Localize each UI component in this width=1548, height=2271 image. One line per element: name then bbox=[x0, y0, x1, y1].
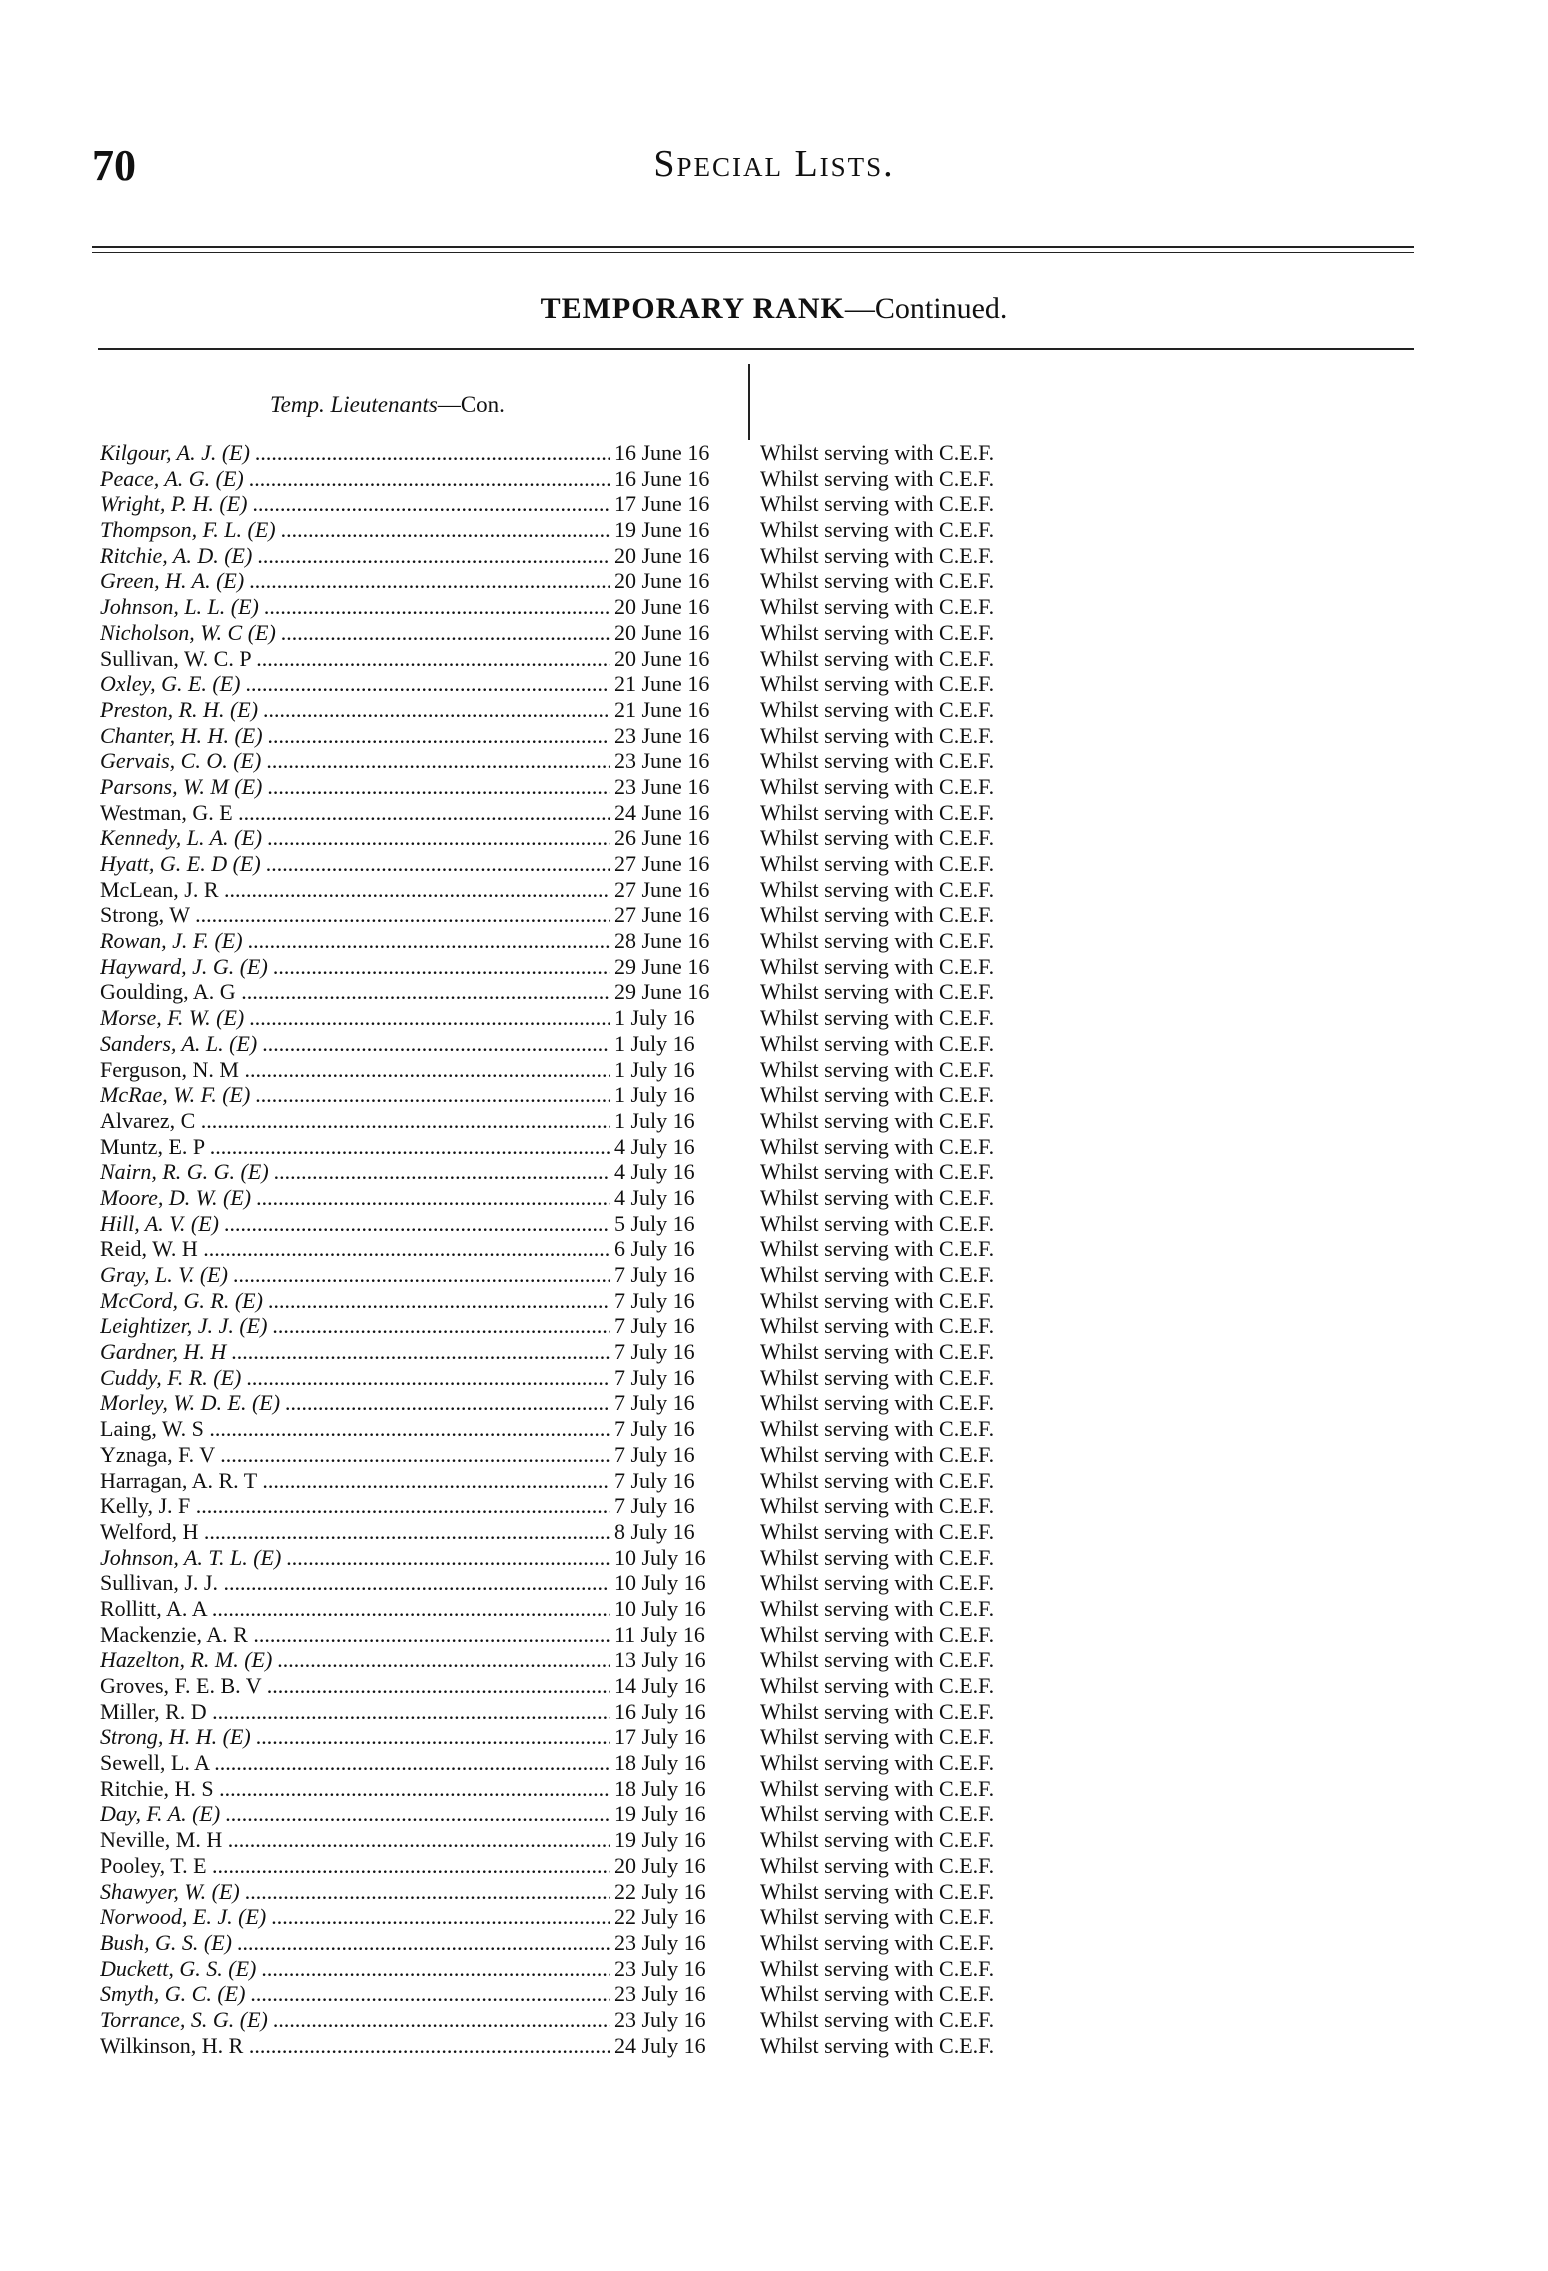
officer-name: Alvarez, C ..... bbox=[100, 1108, 620, 1134]
list-item bbox=[0, 543, 1548, 569]
list-item bbox=[0, 748, 1548, 774]
remark: Whilst serving with C.E.F. bbox=[760, 1133, 995, 1159]
remark: Whilst serving with C.E.F. bbox=[760, 1082, 995, 1108]
rank-date: 27 June 16 bbox=[610, 902, 752, 928]
rank-date: 29 June 16 bbox=[610, 954, 752, 980]
officer-name: Miller, R. D ..... bbox=[100, 1699, 620, 1725]
officer-name: Strong, H. H. (E) ..... bbox=[100, 1724, 620, 1750]
list-item bbox=[0, 1930, 1548, 1956]
rank-date: 1 July 16 bbox=[610, 1108, 752, 1134]
list-item bbox=[0, 1057, 1548, 1083]
rank-date: 4 July 16 bbox=[610, 1159, 752, 1185]
remark: Whilst serving with C.E.F. bbox=[760, 440, 995, 465]
remark: Whilst serving with C.E.F. bbox=[760, 1827, 995, 1853]
remark: Whilst serving with C.E.F. bbox=[760, 1210, 995, 1236]
list-item bbox=[0, 1288, 1548, 1314]
rank-date: 4 July 16 bbox=[610, 1185, 752, 1211]
list-item bbox=[0, 800, 1548, 826]
officer-name: Norwood, E. J. (E) ..... bbox=[100, 1904, 620, 1930]
rank-date: 29 June 16 bbox=[610, 979, 752, 1005]
rank-date: 10 July 16 bbox=[610, 1545, 752, 1571]
rank-date: 26 June 16 bbox=[610, 825, 752, 851]
rank-date: 7 July 16 bbox=[610, 1416, 752, 1442]
list-item bbox=[0, 568, 1548, 594]
rank-date: 4 July 16 bbox=[610, 1134, 752, 1160]
rank-date: 7 July 16 bbox=[610, 1365, 752, 1391]
rank-date: 19 July 16 bbox=[610, 1801, 752, 1827]
officer-name: Laing, W. S ..... bbox=[100, 1416, 620, 1442]
rank-date: 23 June 16 bbox=[610, 774, 752, 800]
section-heading-bold: TEMPORARY RANK bbox=[540, 292, 845, 325]
officer-name: Ritchie, A. D. (E) ..... bbox=[100, 543, 620, 569]
list-item bbox=[0, 646, 1548, 672]
list-item bbox=[0, 491, 1548, 517]
officer-name: Nicholson, W. C (E) ..... bbox=[100, 620, 620, 646]
officer-name: Mackenzie, A. R ..... bbox=[100, 1622, 620, 1648]
officer-name: Harragan, A. R. T ..... bbox=[100, 1468, 620, 1494]
rank-date: 7 July 16 bbox=[610, 1442, 752, 1468]
rank-date: 20 June 16 bbox=[610, 620, 752, 646]
officer-name: Torrance, S. G. (E) ..... bbox=[100, 2007, 620, 2033]
rank-date: 19 June 16 bbox=[610, 517, 752, 543]
rank-date: 27 June 16 bbox=[610, 851, 752, 877]
officer-name: Shawyer, W. (E) ..... bbox=[100, 1879, 620, 1905]
remark: Whilst serving with C.E.F. bbox=[760, 1184, 995, 1210]
officer-name: Ritchie, H. S ..... bbox=[100, 1776, 620, 1802]
rank-date: 23 July 16 bbox=[610, 2007, 752, 2033]
officer-list bbox=[0, 440, 1548, 2058]
list-item bbox=[0, 2033, 1548, 2059]
remark: Whilst serving with C.E.F. bbox=[760, 1287, 995, 1313]
list-item bbox=[0, 620, 1548, 646]
remark: Whilst serving with C.E.F. bbox=[760, 1390, 995, 1416]
rank-date: 1 July 16 bbox=[610, 1057, 752, 1083]
officer-name: Preston, R. H. (E) ..... bbox=[100, 697, 620, 723]
rank-date: 7 July 16 bbox=[610, 1468, 752, 1494]
remark: Whilst serving with C.E.F. bbox=[760, 696, 995, 722]
remark: Whilst serving with C.E.F. bbox=[760, 1904, 995, 1930]
officer-name: Pooley, T. E ..... bbox=[100, 1853, 620, 1879]
remark: Whilst serving with C.E.F. bbox=[760, 594, 995, 620]
list-item bbox=[0, 440, 1548, 466]
rank-date: 17 June 16 bbox=[610, 491, 752, 517]
remark: Whilst serving with C.E.F. bbox=[760, 1775, 995, 1801]
officer-name: Sanders, A. L. (E) ..... bbox=[100, 1031, 620, 1057]
list-item bbox=[0, 1365, 1548, 1391]
officer-name: Chanter, H. H. (E) ..... bbox=[100, 723, 620, 749]
rank-date: 7 July 16 bbox=[610, 1493, 752, 1519]
officer-name: McRae, W. F. (E) ..... bbox=[100, 1082, 620, 1108]
list-item bbox=[0, 2007, 1548, 2033]
officer-name: Reid, W. H ..... bbox=[100, 1236, 620, 1262]
officer-name: Duckett, G. S. (E) ..... bbox=[100, 1956, 620, 1982]
list-item bbox=[0, 1879, 1548, 1905]
rank-date: 10 July 16 bbox=[610, 1570, 752, 1596]
list-item bbox=[0, 1134, 1548, 1160]
officer-name: Thompson, F. L. (E) ..... bbox=[100, 517, 620, 543]
remark: Whilst serving with C.E.F. bbox=[760, 979, 995, 1005]
list-item bbox=[0, 671, 1548, 697]
rank-date: 18 July 16 bbox=[610, 1776, 752, 1802]
remark: Whilst serving with C.E.F. bbox=[760, 1647, 995, 1673]
rank-date: 20 June 16 bbox=[610, 594, 752, 620]
list-item bbox=[0, 1390, 1548, 1416]
officer-name: Bush, G. S. (E) ..... bbox=[100, 1930, 620, 1956]
rank-date: 23 June 16 bbox=[610, 748, 752, 774]
remark: Whilst serving with C.E.F. bbox=[760, 465, 995, 491]
officer-name: McCord, G. R. (E) ..... bbox=[100, 1288, 620, 1314]
remark: Whilst serving with C.E.F. bbox=[760, 1339, 995, 1365]
officer-name: Moore, D. W. (E) ..... bbox=[100, 1185, 620, 1211]
list-item bbox=[0, 1159, 1548, 1185]
rank-date: 19 July 16 bbox=[610, 1827, 752, 1853]
remark: Whilst serving with C.E.F. bbox=[760, 928, 995, 954]
list-item bbox=[0, 851, 1548, 877]
remark: Whilst serving with C.E.F. bbox=[760, 1878, 995, 1904]
list-item bbox=[0, 1956, 1548, 1982]
remark: Whilst serving with C.E.F. bbox=[760, 1236, 995, 1262]
officer-name: Smyth, G. C. (E) ..... bbox=[100, 1981, 620, 2007]
rank-date: 11 July 16 bbox=[610, 1622, 752, 1648]
subheading bbox=[270, 392, 505, 418]
rank-date: 8 July 16 bbox=[610, 1519, 752, 1545]
officer-name: Hayward, J. G. (E) ..... bbox=[100, 954, 620, 980]
list-item bbox=[0, 723, 1548, 749]
list-item bbox=[0, 1622, 1548, 1648]
officer-name: Yznaga, F. V ..... bbox=[100, 1442, 620, 1468]
remark: Whilst serving with C.E.F. bbox=[760, 1801, 995, 1827]
remark: Whilst serving with C.E.F. bbox=[760, 773, 995, 799]
page-number: 70 bbox=[92, 141, 136, 190]
list-item bbox=[0, 1005, 1548, 1031]
list-item bbox=[0, 466, 1548, 492]
list-item bbox=[0, 1236, 1548, 1262]
officer-name: Gervais, C. O. (E) ..... bbox=[100, 748, 620, 774]
rank-date: 24 July 16 bbox=[610, 2033, 752, 2059]
remark: Whilst serving with C.E.F. bbox=[760, 1698, 995, 1724]
rank-date: 7 July 16 bbox=[610, 1339, 752, 1365]
list-item bbox=[0, 902, 1548, 928]
remark: Whilst serving with C.E.F. bbox=[760, 619, 995, 645]
remark: Whilst serving with C.E.F. bbox=[760, 1056, 995, 1082]
remark: Whilst serving with C.E.F. bbox=[760, 1441, 995, 1467]
remark: Whilst serving with C.E.F. bbox=[760, 2006, 995, 2032]
list-item bbox=[0, 877, 1548, 903]
list-item bbox=[0, 1031, 1548, 1057]
list-item bbox=[0, 1493, 1548, 1519]
running-title: Special Lists. bbox=[653, 143, 895, 185]
officer-name: Gardner, H. H ..... bbox=[100, 1339, 620, 1365]
rank-date: 7 July 16 bbox=[610, 1313, 752, 1339]
rank-date: 7 July 16 bbox=[610, 1390, 752, 1416]
top-rule-secondary bbox=[92, 252, 1414, 253]
rank-date: 5 July 16 bbox=[610, 1211, 752, 1237]
rank-date: 20 June 16 bbox=[610, 543, 752, 569]
list-item bbox=[0, 1776, 1548, 1802]
officer-name: Kelly, J. F ..... bbox=[100, 1493, 620, 1519]
list-item bbox=[0, 1801, 1548, 1827]
officer-name: Hyatt, G. E. D (E) ..... bbox=[100, 851, 620, 877]
rank-date: 13 July 16 bbox=[610, 1647, 752, 1673]
list-item bbox=[0, 697, 1548, 723]
section-rule bbox=[98, 348, 1414, 350]
remark: Whilst serving with C.E.F. bbox=[760, 491, 995, 517]
list-item bbox=[0, 1468, 1548, 1494]
remark: Whilst serving with C.E.F. bbox=[760, 2032, 995, 2058]
section-heading bbox=[0, 292, 1548, 326]
rank-date: 14 July 16 bbox=[610, 1673, 752, 1699]
rank-date: 10 July 16 bbox=[610, 1596, 752, 1622]
remark: Whilst serving with C.E.F. bbox=[760, 1621, 995, 1647]
rank-date: 16 June 16 bbox=[610, 466, 752, 492]
officer-name: Goulding, A. G ..... bbox=[100, 979, 620, 1005]
list-item bbox=[0, 1699, 1548, 1725]
list-item bbox=[0, 1827, 1548, 1853]
remark: Whilst serving with C.E.F. bbox=[760, 1595, 995, 1621]
list-item bbox=[0, 1647, 1548, 1673]
officer-name: Wright, P. H. (E) ..... bbox=[100, 491, 620, 517]
rank-date: 6 July 16 bbox=[610, 1236, 752, 1262]
officer-name: Green, H. A. (E) ..... bbox=[100, 568, 620, 594]
list-item bbox=[0, 1108, 1548, 1134]
officer-name: Wilkinson, H. R ..... bbox=[100, 2033, 620, 2059]
rank-date: 18 July 16 bbox=[610, 1750, 752, 1776]
remark: Whilst serving with C.E.F. bbox=[760, 1262, 995, 1287]
list-item bbox=[0, 1442, 1548, 1468]
officer-name: Rollitt, A. A ..... bbox=[100, 1596, 620, 1622]
officer-name: Neville, M. H ..... bbox=[100, 1827, 620, 1853]
rank-date: 21 June 16 bbox=[610, 671, 752, 697]
officer-name: Kennedy, L. A. (E) ..... bbox=[100, 825, 620, 851]
officer-name: Sullivan, J. J. ..... bbox=[100, 1570, 620, 1596]
rank-date: 27 June 16 bbox=[610, 877, 752, 903]
remark: Whilst serving with C.E.F. bbox=[760, 902, 995, 928]
officer-name: Oxley, G. E. (E) ..... bbox=[100, 671, 620, 697]
rank-date: 23 July 16 bbox=[610, 1956, 752, 1982]
remark: Whilst serving with C.E.F. bbox=[760, 1673, 995, 1698]
remark: Whilst serving with C.E.F. bbox=[760, 1005, 995, 1031]
officer-name: Peace, A. G. (E) ..... bbox=[100, 466, 620, 492]
rank-date: 1 July 16 bbox=[610, 1005, 752, 1031]
list-item bbox=[0, 1724, 1548, 1750]
remark: Whilst serving with C.E.F. bbox=[760, 722, 995, 748]
list-item bbox=[0, 1082, 1548, 1108]
remark: Whilst serving with C.E.F. bbox=[760, 1364, 995, 1390]
officer-name: Hazelton, R. M. (E) ..... bbox=[100, 1647, 620, 1673]
rank-date: 16 July 16 bbox=[610, 1699, 752, 1725]
list-item bbox=[0, 1262, 1548, 1288]
officer-name: Nairn, R. G. G. (E) ..... bbox=[100, 1159, 620, 1185]
remark: Whilst serving with C.E.F. bbox=[760, 1955, 995, 1981]
list-item bbox=[0, 979, 1548, 1005]
officer-name: Morley, W. D. E. (E) ..... bbox=[100, 1390, 620, 1416]
rank-date: 22 July 16 bbox=[610, 1879, 752, 1905]
officer-name: Ferguson, N. M ..... bbox=[100, 1057, 620, 1083]
remark: Whilst serving with C.E.F. bbox=[760, 1107, 995, 1133]
remark: Whilst serving with C.E.F. bbox=[760, 645, 995, 671]
list-item bbox=[0, 1313, 1548, 1339]
list-item bbox=[0, 1339, 1548, 1365]
top-rule bbox=[92, 246, 1414, 248]
officer-name: Gray, L. V. (E) ..... bbox=[100, 1262, 620, 1288]
list-item bbox=[0, 1519, 1548, 1545]
rank-date: 21 June 16 bbox=[610, 697, 752, 723]
rank-date: 23 June 16 bbox=[610, 723, 752, 749]
rank-date: 20 June 16 bbox=[610, 646, 752, 672]
list-item bbox=[0, 825, 1548, 851]
rank-date: 23 July 16 bbox=[610, 1930, 752, 1956]
remark: Whilst serving with C.E.F. bbox=[760, 1416, 995, 1442]
officer-name: McLean, J. R ..... bbox=[100, 877, 620, 903]
list-item bbox=[0, 774, 1548, 800]
list-item bbox=[0, 1545, 1548, 1571]
section-heading-continued: —Continued. bbox=[844, 292, 1008, 325]
remark: Whilst serving with C.E.F. bbox=[760, 876, 995, 902]
list-item bbox=[0, 1596, 1548, 1622]
remark: Whilst serving with C.E.F. bbox=[760, 851, 995, 876]
list-item bbox=[0, 1416, 1548, 1442]
officer-name: Morse, F. W. (E) ..... bbox=[100, 1005, 620, 1031]
list-item bbox=[0, 928, 1548, 954]
remark: Whilst serving with C.E.F. bbox=[760, 799, 995, 825]
remark: Whilst serving with C.E.F. bbox=[760, 1750, 995, 1776]
remark: Whilst serving with C.E.F. bbox=[760, 1570, 995, 1596]
remark: Whilst serving with C.E.F. bbox=[760, 1929, 995, 1955]
officer-name: Groves, F. E. B. V ..... bbox=[100, 1673, 620, 1699]
rank-date: 28 June 16 bbox=[610, 928, 752, 954]
remark: Whilst serving with C.E.F. bbox=[760, 1518, 995, 1544]
remark: Whilst serving with C.E.F. bbox=[760, 953, 995, 979]
remark: Whilst serving with C.E.F. bbox=[760, 1030, 995, 1056]
list-item bbox=[0, 1904, 1548, 1930]
list-item bbox=[0, 594, 1548, 620]
rank-date: 23 July 16 bbox=[610, 1981, 752, 2007]
officer-name: Strong, W ..... bbox=[100, 902, 620, 928]
rank-date: 7 July 16 bbox=[610, 1262, 752, 1288]
rank-date: 24 June 16 bbox=[610, 800, 752, 826]
list-item bbox=[0, 954, 1548, 980]
officer-name: Leightizer, J. J. (E) ..... bbox=[100, 1313, 620, 1339]
subheading-italic: Temp. Lieutenants bbox=[270, 392, 438, 417]
officer-name: Day, F. A. (E) ..... bbox=[100, 1801, 620, 1827]
list-item bbox=[0, 1570, 1548, 1596]
officer-name: Sullivan, W. C. P ..... bbox=[100, 646, 620, 672]
remark: Whilst serving with C.E.F. bbox=[760, 517, 995, 543]
list-item bbox=[0, 1673, 1548, 1699]
subheading-rest: —Con. bbox=[437, 392, 505, 417]
officer-name: Hill, A. V. (E) ..... bbox=[100, 1211, 620, 1237]
officer-name: Johnson, L. L. (E) ..... bbox=[100, 594, 620, 620]
list-item bbox=[0, 1211, 1548, 1237]
remark: Whilst serving with C.E.F. bbox=[760, 1493, 995, 1519]
remark: Whilst serving with C.E.F. bbox=[760, 671, 995, 697]
list-item bbox=[0, 1981, 1548, 2007]
rank-date: 20 July 16 bbox=[610, 1853, 752, 1879]
officer-name: Westman, G. E ..... bbox=[100, 800, 620, 826]
remark: Whilst serving with C.E.F. bbox=[760, 825, 995, 851]
rank-date: 17 July 16 bbox=[610, 1724, 752, 1750]
remark: Whilst serving with C.E.F. bbox=[760, 1544, 995, 1570]
list-item bbox=[0, 1185, 1548, 1211]
officer-name: Johnson, A. T. L. (E) ..... bbox=[100, 1545, 620, 1571]
list-item bbox=[0, 1750, 1548, 1776]
remark: Whilst serving with C.E.F. bbox=[760, 1159, 995, 1185]
remark: Whilst serving with C.E.F. bbox=[760, 1852, 995, 1878]
remark: Whilst serving with C.E.F. bbox=[760, 1981, 995, 2007]
remark: Whilst serving with C.E.F. bbox=[760, 748, 995, 774]
officer-name: Parsons, W. M (E) ..... bbox=[100, 774, 620, 800]
remark: Whilst serving with C.E.F. bbox=[760, 1724, 995, 1750]
rank-date: 7 July 16 bbox=[610, 1288, 752, 1314]
officer-name: Cuddy, F. R. (E) ..... bbox=[100, 1365, 620, 1391]
rank-date: 20 June 16 bbox=[610, 568, 752, 594]
remark: Whilst serving with C.E.F. bbox=[760, 542, 995, 568]
remark: Whilst serving with C.E.F. bbox=[760, 568, 995, 594]
rank-date: 1 July 16 bbox=[610, 1031, 752, 1057]
officer-name: Kilgour, A. J. (E) ..... bbox=[100, 440, 620, 466]
officer-name: Muntz, E. P ..... bbox=[100, 1134, 620, 1160]
remark: Whilst serving with C.E.F. bbox=[760, 1313, 995, 1339]
remark: Whilst serving with C.E.F. bbox=[760, 1467, 995, 1493]
rank-date: 1 July 16 bbox=[610, 1082, 752, 1108]
officer-name: Welford, H ..... bbox=[100, 1519, 620, 1545]
list-item bbox=[0, 1853, 1548, 1879]
list-item bbox=[0, 517, 1548, 543]
rank-date: 22 July 16 bbox=[610, 1904, 752, 1930]
officer-name: Sewell, L. A ..... bbox=[100, 1750, 620, 1776]
rank-date: 16 June 16 bbox=[610, 440, 752, 466]
officer-name: Rowan, J. F. (E) ..... bbox=[100, 928, 620, 954]
